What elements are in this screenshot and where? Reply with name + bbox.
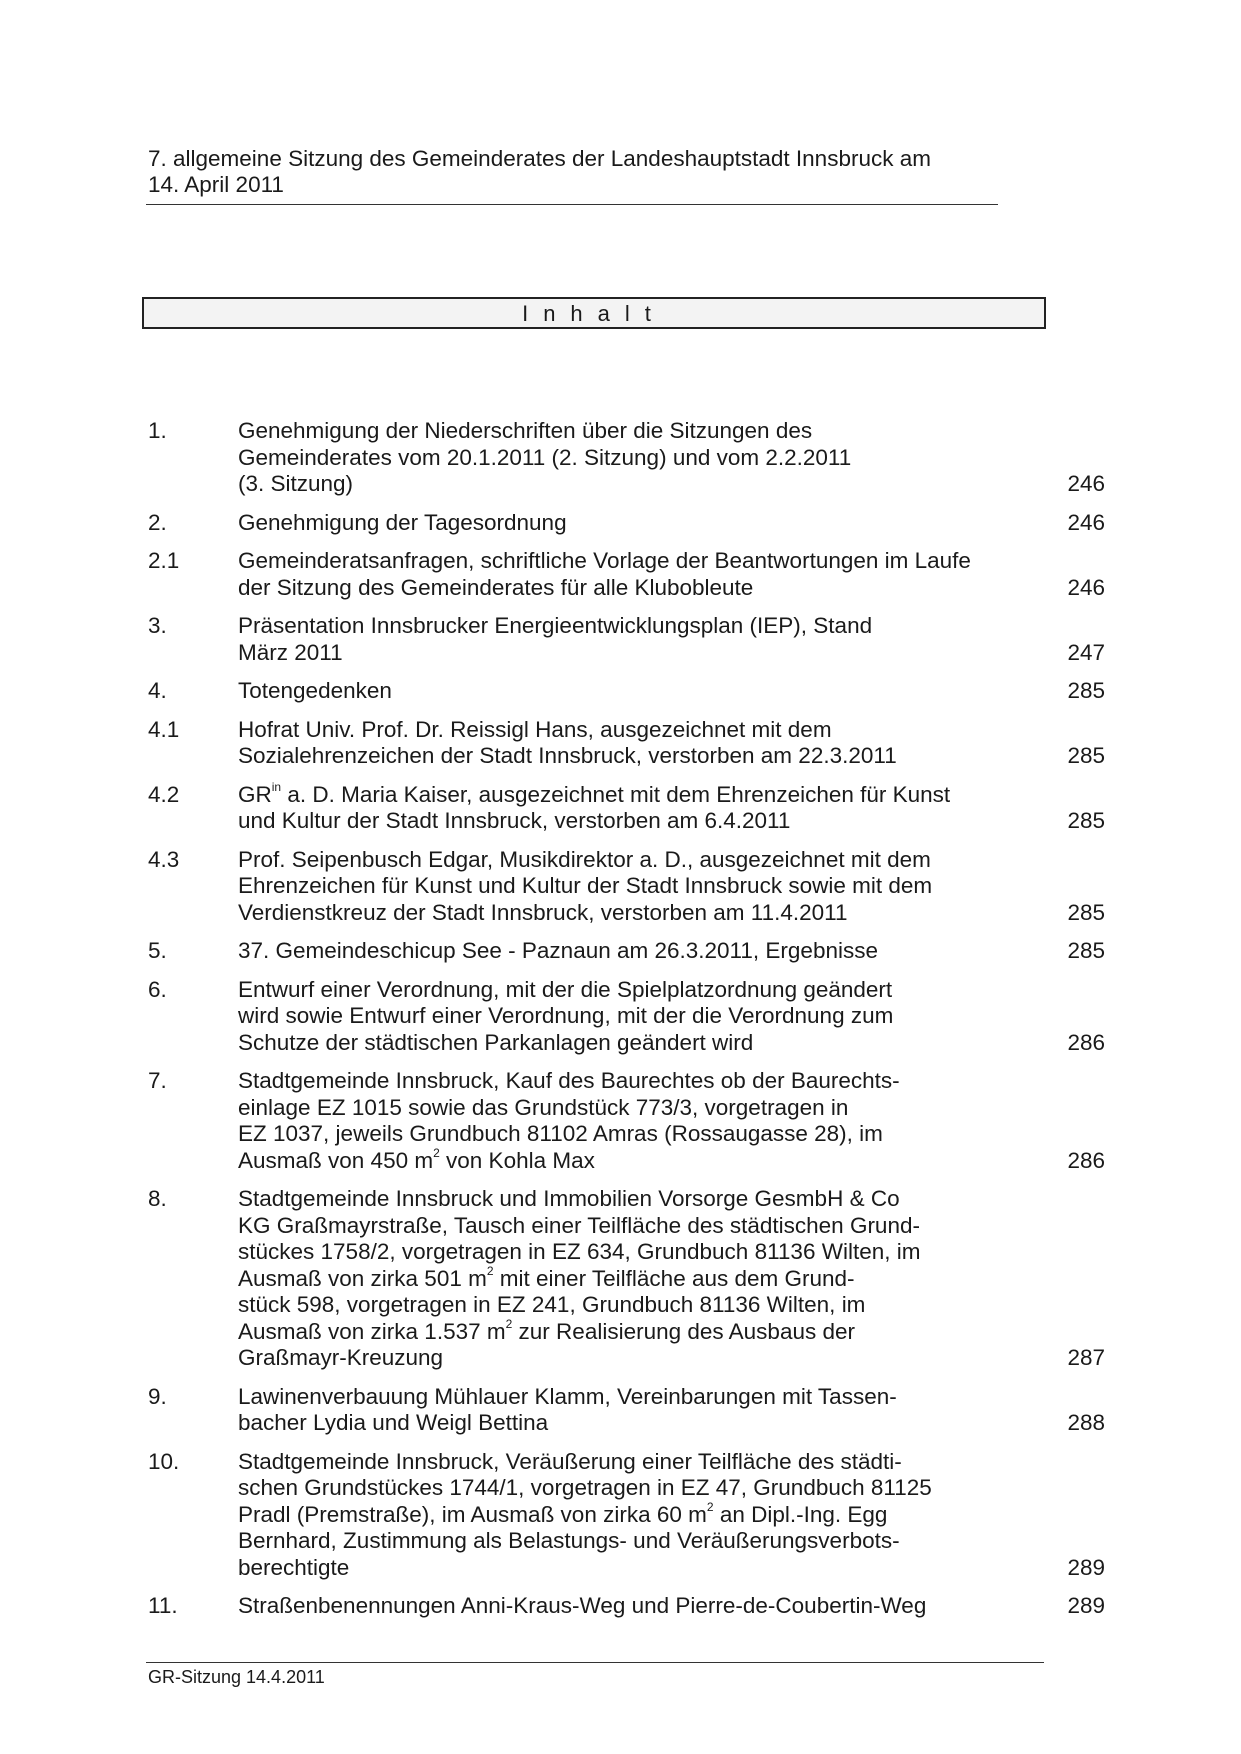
toc-entry-number: 8. — [148, 1186, 167, 1211]
toc-entry-title-line: und Kultur der Stadt Innsbruck, verstorben am 6.4.2011 — [238, 808, 791, 833]
toc-entry-title — [238, 938, 998, 965]
toc-entry-title-line: Ausmaß von 450 $m^2$ von Kohla Max — [238, 1146, 595, 1173]
header-line-2: 14. April 2011 — [148, 172, 284, 197]
table-of-contents — [148, 418, 1105, 1632]
toc-entry — [148, 548, 1105, 601]
toc-entry-number: 2.1 — [148, 548, 180, 573]
toc-entry-title-line: Gemeinderatsanfragen, schriftliche Vorlage der Beantwortungen im Laufe — [238, 548, 971, 573]
toc-entry-title — [238, 613, 998, 666]
toc-entry — [148, 977, 1105, 1057]
document-header — [148, 146, 996, 198]
toc-entry-title — [238, 1593, 998, 1620]
toc-entry-title-line: Bernhard, Zustimmung als Belastungs- und Veräußerungsverbots- — [238, 1528, 900, 1553]
toc-entry-title — [238, 717, 998, 770]
toc-entry-title-line: (3. Sitzung) — [238, 471, 354, 496]
toc-entry — [148, 847, 1105, 927]
toc-entry-page-number: 285 — [1067, 899, 1105, 925]
toc-entry — [148, 717, 1105, 770]
toc-entry-number: 5. — [148, 938, 167, 963]
toc-entry-title-line: $GR^{in}$ a. D. Maria Kaiser, ausgezeichnet mit dem Ehrenzeichen für Kunst — [238, 780, 951, 807]
toc-entry-title — [238, 510, 998, 537]
toc-entry — [148, 1068, 1105, 1174]
toc-entry-title — [238, 548, 998, 601]
toc-entry-page-number: 247 — [1067, 639, 1105, 665]
toc-entry-page-number: 286 — [1067, 1147, 1105, 1173]
toc-entry-number: 2. — [148, 509, 167, 535]
toc-entry-number: 4.2 — [148, 781, 180, 807]
toc-entry-title-line: 37. Gemeindeschicup See - Paznaun am 26.3.2011, Ergebnisse — [238, 938, 878, 963]
toc-entry-title-line: Sozialehrenzeichen der Stadt Innsbruck, verstorben am 22.3.2011 — [238, 743, 897, 768]
toc-entry-title — [238, 847, 998, 927]
toc-entry-title — [238, 977, 998, 1057]
toc-entry — [148, 678, 1105, 705]
toc-entry-title-line: der Sitzung des Gemeinderates für alle Klubobleute — [238, 574, 754, 600]
toc-entry — [148, 782, 1105, 835]
toc-entry-title-line: Ausmaß von zirka 501 $m^2$ mit einer Teilfläche aus dem Grund- — [238, 1264, 855, 1291]
toc-entry-title-line: Pradl (Premstraße), im Ausmaß von zirka 60 $m^2$ an Dipl.-Ing. Egg — [238, 1500, 888, 1527]
toc-entry-title — [238, 1068, 998, 1174]
toc-entry-page-number: 289 — [1067, 1593, 1105, 1618]
footer-divider — [146, 1662, 1044, 1663]
toc-entry-title-line: stückes 1758/2, vorgetragen in EZ 634, Grundbuch 81136 Wilten, im — [238, 1239, 921, 1264]
toc-entry-title — [238, 1384, 998, 1437]
toc-entry-number: 11. — [148, 1593, 178, 1618]
toc-entry-title-line: Stadtgemeinde Innsbruck, Veräußerung einer Teilfläche des städti- — [238, 1448, 902, 1474]
toc-entry-page-number: 287 — [1067, 1345, 1105, 1370]
toc-entry-title-line: Graßmayr-Kreuzung — [238, 1345, 444, 1370]
toc-entry-page-number: 285 — [1067, 808, 1105, 833]
header-line-1: 7. allgemeine Sitzung des Gemeinderates der Landeshauptstadt Innsbruck am — [148, 146, 931, 171]
toc-entry-title-line: bacher Lydia und Weigl Bettina — [238, 1410, 549, 1435]
toc-entry-title-line: EZ 1037, jeweils Grundbuch 81102 Amras (Rossaugasse 28), im — [238, 1121, 883, 1146]
toc-entry-number: 4.1 — [148, 716, 180, 742]
toc-entry — [148, 1449, 1105, 1582]
toc-entry-number: 10. — [148, 1448, 180, 1474]
toc-entry-title-line: Totengedenken — [238, 678, 392, 703]
toc-entry — [148, 510, 1105, 537]
toc-entry — [148, 418, 1105, 498]
toc-entry-page-number: 246 — [1067, 574, 1105, 600]
toc-entry-title-line: Stadtgemeinde Innsbruck, Kauf des Baurechtes ob der Baurechts- — [238, 1068, 900, 1093]
toc-heading: Inhalt — [522, 301, 666, 326]
toc-entry-title-line: Genehmigung der Tagesordnung — [238, 509, 567, 535]
toc-entry-title — [238, 418, 998, 498]
toc-entry-title-line: März 2011 — [238, 639, 343, 665]
toc-entry-page-number: 288 — [1067, 1410, 1105, 1435]
toc-heading-box — [142, 297, 1046, 329]
header-divider — [146, 204, 998, 205]
toc-entry — [148, 1186, 1105, 1372]
toc-entry — [148, 613, 1105, 666]
toc-entry-title-line: schen Grundstückes 1744/1, vorgetragen in EZ 47, Grundbuch 81125 — [238, 1475, 932, 1500]
toc-entry-title — [238, 1449, 998, 1582]
toc-entry — [148, 1593, 1105, 1620]
toc-entry-title — [238, 678, 998, 705]
toc-entry — [148, 938, 1105, 965]
toc-entry-title-line: Lawinenverbauung Mühlauer Klamm, Vereinbarungen mit Tassen- — [238, 1383, 897, 1409]
toc-entry-title-line: Hofrat Univ. Prof. Dr. Reissigl Hans, ausgezeichnet mit dem — [238, 716, 832, 742]
toc-entry-page-number: 285 — [1067, 678, 1105, 703]
toc-entry-page-number: 246 — [1067, 471, 1105, 496]
toc-entry-number: 6. — [148, 976, 167, 1002]
toc-entry — [148, 1384, 1105, 1437]
toc-entry-number: 9. — [148, 1383, 167, 1409]
toc-entry-title-line: berechtigte — [238, 1554, 350, 1580]
toc-entry-title — [238, 1186, 998, 1372]
toc-entry-title-line: wird sowie Entwurf einer Verordnung, mit der die Verordnung zum — [238, 1003, 894, 1028]
toc-entry-number: 7. — [148, 1068, 167, 1093]
toc-entry-title-line: KG Graßmayrstraße, Tausch einer Teilfläche des städtischen Grund- — [238, 1212, 920, 1238]
toc-entry-title — [238, 782, 998, 835]
toc-entry-page-number: 285 — [1067, 743, 1105, 768]
toc-entry-title-line: Schutze der städtischen Parkanlagen geändert wird — [238, 1029, 754, 1055]
toc-entry-title-line: Straßenbenennungen Anni-Kraus-Weg und Pierre-de-Coubertin-Weg — [238, 1593, 927, 1618]
toc-entry-page-number: 289 — [1067, 1554, 1105, 1580]
toc-entry-number: 3. — [148, 613, 167, 638]
toc-entry-title-line: einlage EZ 1015 sowie das Grundstück 773/3, vorgetragen in — [238, 1094, 849, 1120]
toc-entry-number: 1. — [148, 418, 167, 443]
toc-entry-title-line: Präsentation Innsbrucker Energieentwicklungsplan (IEP), Stand — [238, 613, 873, 638]
toc-entry-number: 4. — [148, 678, 167, 703]
toc-entry-title-line: Stadtgemeinde Innsbruck und Immobilien Vorsorge GesmbH & Co — [238, 1186, 900, 1211]
toc-entry-title-line: Prof. Seipenbusch Edgar, Musikdirektor a. D., ausgezeichnet mit dem — [238, 846, 931, 872]
toc-entry-title-line: Ehrenzeichen für Kunst und Kultur der Stadt Innsbruck sowie mit dem — [238, 873, 933, 898]
page-footer: GR-Sitzung 14.4.2011 — [148, 1667, 325, 1687]
toc-entry-title-line: Entwurf einer Verordnung, mit der die Spielplatzordnung geändert — [238, 976, 893, 1002]
toc-entry-title-line: stück 598, vorgetragen in EZ 241, Grundbuch 81136 Wilten, im — [238, 1292, 866, 1317]
toc-entry-number: 4.3 — [148, 846, 180, 872]
toc-entry-page-number: 286 — [1067, 1029, 1105, 1055]
toc-entry-title-line: Verdienstkreuz der Stadt Innsbruck, verstorben am 11.4.2011 — [238, 899, 848, 925]
toc-entry-title-line: Gemeinderates vom 20.1.2011 (2. Sitzung) und vom 2.2.2011 — [238, 444, 852, 470]
toc-entry-page-number: 285 — [1067, 938, 1105, 963]
toc-entry-page-number: 246 — [1067, 509, 1105, 535]
toc-entry-title-line: Genehmigung der Niederschriften über die Sitzungen des — [238, 418, 813, 443]
toc-entry-title-line: Ausmaß von zirka 1.537 $m^2$ zur Realisierung des Ausbaus der — [238, 1317, 855, 1344]
